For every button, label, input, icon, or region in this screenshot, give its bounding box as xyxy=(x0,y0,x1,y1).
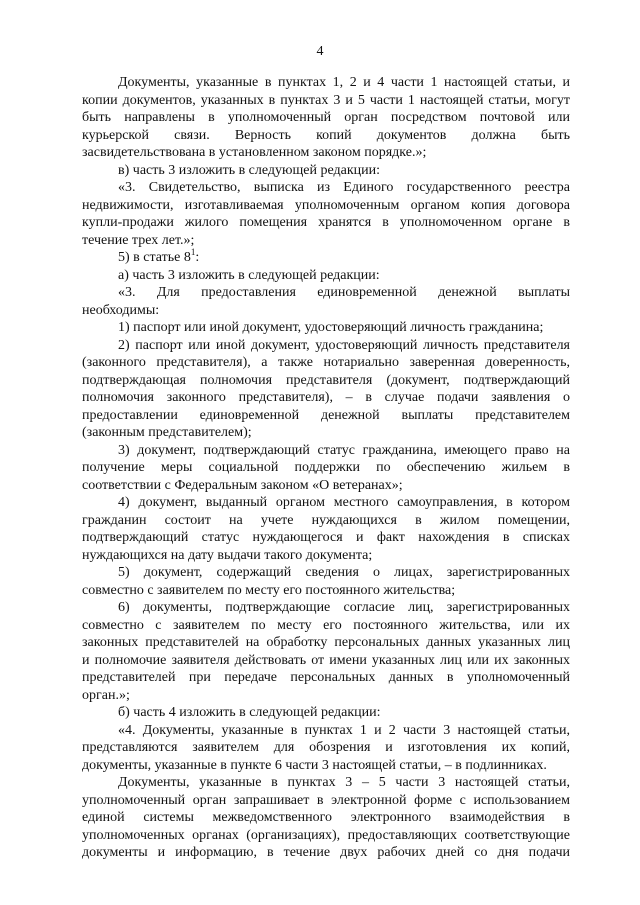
text-line xyxy=(82,809,570,827)
text-line-content: полномочия законного представителя), – в случае подачи заявления о xyxy=(82,390,570,405)
text-line xyxy=(82,792,570,810)
text-line xyxy=(82,827,570,845)
text-line-content: Документы, указанные в пунктах 1, 2 и 4 части 1 настоящей статьи, и xyxy=(118,75,570,90)
text-line-content: подтверждающий статус нуждающегося и факт нахождения в списках xyxy=(82,530,570,545)
text-line-content: уполномоченный орган запрашивает в электронной форме с использованием xyxy=(82,792,570,808)
text-line xyxy=(82,372,570,390)
text-line xyxy=(82,547,570,565)
text-line-content: а) часть 3 изложить в следующей редакции: xyxy=(118,267,380,283)
text-line xyxy=(82,214,570,232)
text-line-content: копии документов, указанных в пунктах 3 и 5 части 1 настоящей статьи, могут xyxy=(82,92,570,108)
text-line-content: и полномочие заявителя действовать от имени указанных лиц или их законных xyxy=(82,652,570,668)
text-line xyxy=(82,512,570,530)
text-line-content: засвидетельствована в установленном законом порядке.»; xyxy=(82,145,427,160)
text-line-content: предоставлении единовременной денежной выплаты представителем xyxy=(82,407,570,423)
text-line xyxy=(82,617,570,635)
text-line xyxy=(82,337,570,355)
text-line xyxy=(82,127,570,145)
text-line xyxy=(82,529,570,547)
text-line-content: быть направлены в уполномоченный орган посредством почтовой или xyxy=(82,110,570,125)
text-line-content: нуждающихся на дату выдачи такого документа; xyxy=(82,547,373,563)
text-line xyxy=(82,302,570,320)
text-line-content: совместно с заявителем по месту его постоянного жительства; xyxy=(82,582,456,598)
text-line-content: Документы, указанные в пунктах 3 – 5 части 3 настоящей статьи, xyxy=(118,775,570,790)
text-line xyxy=(82,669,570,687)
text-line xyxy=(82,232,570,250)
text-line xyxy=(82,844,570,862)
text-line-content: течение трех лет.»; xyxy=(82,232,195,248)
text-line-content: представляются заявителем для обозрения и изготовления их копий, xyxy=(82,740,570,755)
text-line-content: гражданин состоит на учете нуждающихся в жилом помещении, xyxy=(82,512,570,528)
text-line-content: 6) документы, подтверждающие согласие лиц, зарегистрированных xyxy=(118,600,570,615)
text-line-content: курьерской связи. Верность копий документов должна быть xyxy=(82,127,570,143)
text-line xyxy=(82,267,570,285)
text-line-content: подтверждающая полномочия представителя (документ, подтверждающий xyxy=(82,372,570,388)
text-line xyxy=(82,564,570,582)
text-line-content: купли-продажи жилого помещения хранятся в уполномоченном органе в xyxy=(82,215,570,230)
superscript: 1 xyxy=(190,247,196,257)
text-line xyxy=(82,92,570,110)
text-line xyxy=(82,442,570,460)
text-line-content: б) часть 4 изложить в следующей редакции: xyxy=(118,705,381,720)
text-line-content: представителей при передаче персональных данных в уполномоченный xyxy=(82,670,570,685)
text-line xyxy=(82,284,570,302)
text-line-content: единой системы межведомственного электронного взаимодействия в xyxy=(82,810,570,825)
text-line-content: необходимы: xyxy=(82,302,160,318)
text-line-content: документы и информацию, в течение двух рабочих дней со дня подачи xyxy=(82,845,570,860)
text-line xyxy=(82,319,570,337)
text-line xyxy=(82,162,570,180)
document-body xyxy=(82,74,570,862)
text-line xyxy=(82,424,570,442)
text-line-content: получение меры социальной поддержки по обеспечению жильем в xyxy=(82,460,570,475)
text-line xyxy=(82,354,570,372)
text-line-content: (законного представителя), а также нотариально заверенная доверенность, xyxy=(82,355,570,370)
text-line-content: документы, указанные в пункте 6 части 3 настоящей статьи, – в подлинниках. xyxy=(82,757,547,773)
text-line-content: 3) документ, подтверждающий статус гражданина, имеющего право на xyxy=(118,442,570,458)
text-line-content: уполномоченных органах (организациях), предоставляющих соответствующие xyxy=(82,827,570,843)
text-line xyxy=(82,722,570,740)
text-line xyxy=(82,774,570,792)
page-number: 4 xyxy=(316,44,324,59)
text-line xyxy=(82,582,570,600)
text-line-content: орган.»; xyxy=(82,687,130,703)
text-line xyxy=(82,687,570,705)
text-line-content: 1) паспорт или иной документ, удостоверяющий личность гражданина; xyxy=(118,320,544,335)
text-line-content: законных представителей на обработку персональных данных указанных лиц xyxy=(82,635,570,650)
text-line xyxy=(82,599,570,617)
text-line-tail: : xyxy=(195,250,200,265)
text-line xyxy=(82,249,570,267)
text-line-content: (законным представителем); xyxy=(82,425,252,440)
text-line xyxy=(82,197,570,215)
text-line xyxy=(82,459,570,477)
text-line xyxy=(82,757,570,775)
text-line xyxy=(82,389,570,407)
text-line xyxy=(82,109,570,127)
text-line-content: 5) в статье 8 xyxy=(118,250,191,265)
text-line-content: «3. Для предоставления единовременной денежной выплаты xyxy=(118,285,570,300)
text-line-content: недвижимости, изготавливаемая уполномоченным органом копия договора xyxy=(82,197,570,213)
text-line-content: 5) документ, содержащий сведения о лицах, зарегистрированных xyxy=(118,565,570,580)
text-line xyxy=(82,477,570,495)
text-line-content: в) часть 3 изложить в следующей редакции: xyxy=(118,162,381,178)
text-line xyxy=(82,179,570,197)
text-line xyxy=(82,407,570,425)
text-line xyxy=(82,634,570,652)
text-line-content: совместно с заявителем по месту его постоянного жительства, или их xyxy=(82,617,570,633)
text-line-content: 4) документ, выданный органом местного самоуправления, в котором xyxy=(118,495,570,510)
text-line xyxy=(82,739,570,757)
text-line xyxy=(82,74,570,92)
text-line-content: «3. Свидетельство, выписка из Единого государственного реестра xyxy=(118,180,570,195)
text-line xyxy=(82,494,570,512)
text-line xyxy=(82,652,570,670)
text-line xyxy=(82,144,570,162)
text-line-content: «4. Документы, указанные в пунктах 1 и 2 части 3 настоящей статьи, xyxy=(118,722,570,738)
text-line xyxy=(82,704,570,722)
text-line-content: соответствии с Федеральным законом «О ветеранах»; xyxy=(82,477,403,493)
text-line-content: 2) паспорт или иной документ, удостоверяющий личность представителя xyxy=(118,337,570,353)
